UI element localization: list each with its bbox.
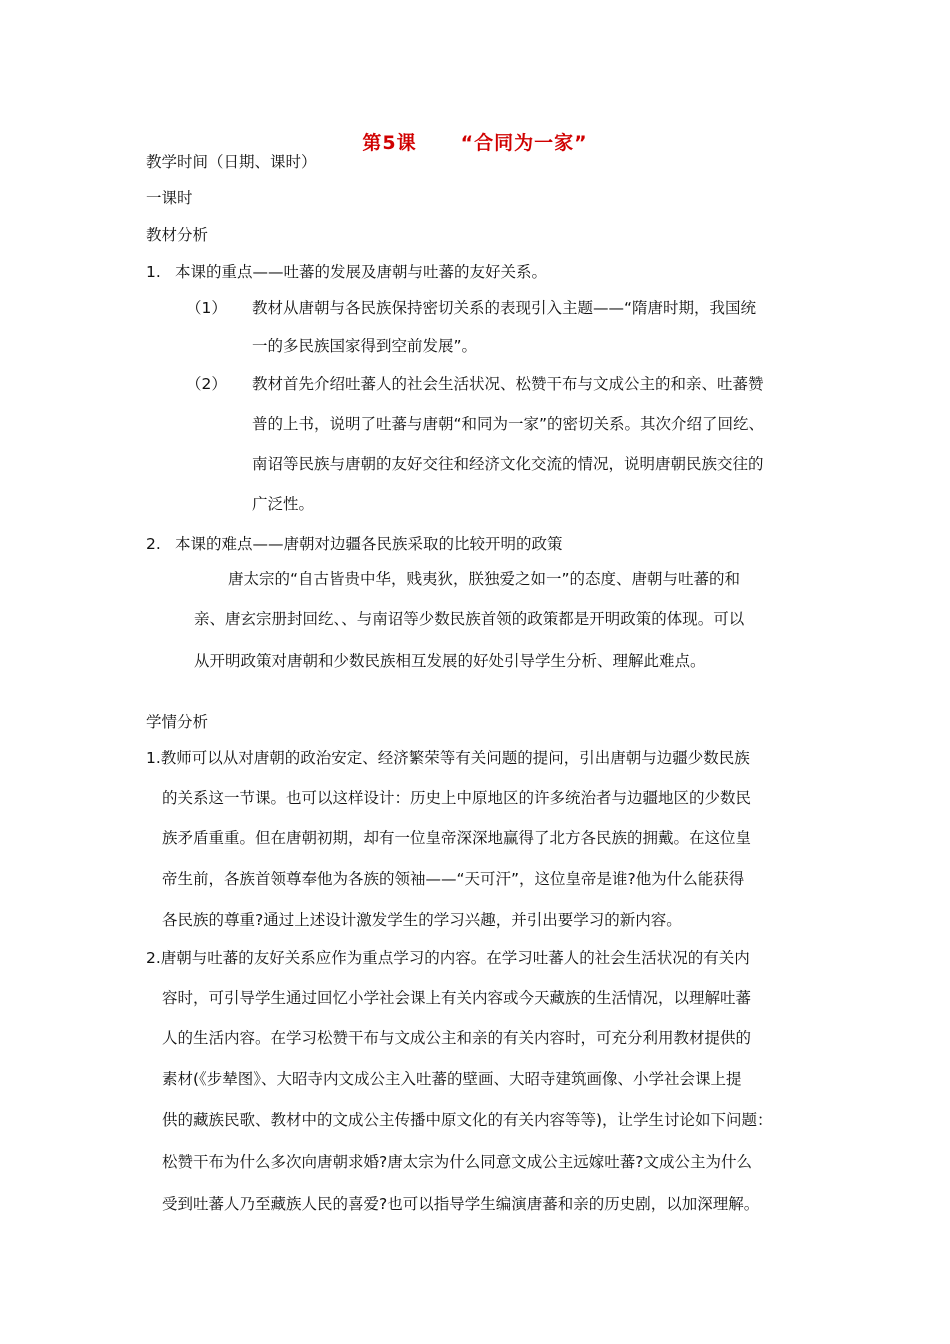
student2-line: 松赞干布为什么多次向唐朝求婚?唐太宗为什么同意文成公主远嫁吐蕃?文成公主为什么 [162, 1153, 752, 1171]
student2-line: 2.唐朝与吐蕃的友好关系应作为重点学习的内容。在学习吐蕃人的社会生活状况的有关内 [146, 949, 750, 967]
student-heading: 学情分析 [146, 713, 209, 731]
student1-line: 族矛盾重重。但在唐朝初期，却有一位皇帝深深地赢得了北方各民族的拥戴。在这位皇 [162, 829, 752, 847]
lesson-number: 第5课 [362, 132, 417, 154]
point2-line: 唐太宗的“自古皆贵中华，贱夷狄，朕独爱之如一”的态度、唐朝与吐蕃的和 [228, 570, 741, 588]
point1-sub2-line: 教材首先介绍吐蕃人的社会生活状况、松赞干布与文成公主的和亲、吐蕃赞 [252, 375, 764, 393]
lesson-name: “合同为一家” [460, 132, 588, 154]
student2-line: 供的藏族民歌、教材中的文成公主传播中原文化的有关内容等等)，让学生讨论如下问题： [162, 1111, 773, 1129]
point1-sub1-line: 教材从唐朝与各民族保持密切关系的表现引入主题——“隋唐时期，我国统 [252, 299, 757, 317]
student1-line: 的关系这一节课。也可以这样设计：历史上中原地区的许多统治者与边疆地区的少数民 [162, 789, 752, 807]
student1-line: 1.教师可以从对唐朝的政治安定、经济繁荣等有关问题的提问，引出唐朝与边疆少数民族 [146, 749, 750, 767]
point1-sub2-line: 南诏等民族与唐朝的友好交往和经济文化交流的情况，说明唐朝民族交往的 [252, 455, 764, 473]
student2-line: 人的生活内容。在学习松赞干布与文成公主和亲的有关内容时，可充分利用教材提供的 [162, 1029, 752, 1047]
material-heading: 教材分析 [146, 226, 209, 244]
point1-sub1-line: 一的多民族国家得到空前发展”。 [252, 337, 478, 355]
point2-number: 2. [146, 535, 161, 553]
student2-line: 容时，可引导学生通过回忆小学社会课上有关内容或今天藏族的生活情况，以理解吐蕃 [162, 989, 752, 1007]
point1-sub2-number: （2） [186, 375, 227, 393]
point1-text: 本课的重点——吐蕃的发展及唐朝与吐蕃的友好关系。 [175, 263, 548, 281]
student2-line: 素材(《步辇图》、大昭寺内文成公主入吐蕃的壁画、大昭寺建筑画像、小学社会课上提 [162, 1070, 742, 1088]
point1-sub2-line: 普的上书，说明了吐蕃与唐朝“和同为一家”的密切关系。其次介绍了回纥、 [252, 415, 765, 433]
point1-number: 1. [146, 263, 161, 281]
teaching-time-value: 一课时 [146, 189, 193, 207]
point2-text: 本课的难点——唐朝对边疆各民族采取的比较开明的政策 [175, 535, 563, 553]
student1-line: 各民族的尊重?通过上述设计激发学生的学习兴趣，并引出要学习的新内容。 [162, 911, 682, 929]
student1-line: 帝生前，各族首领尊奉他为各族的领袖——“天可汗”，这位皇帝是谁?他为什么能获得 [162, 870, 745, 888]
point2-line: 亲、唐玄宗册封回纥、、与南诏等少数民族首领的政策都是开明政策的体现。可以 [194, 610, 745, 628]
student2-line: 受到吐蕃人乃至藏族人民的喜爱?也可以指导学生编演唐蕃和亲的历史剧，以加深理解。 [162, 1195, 760, 1213]
point1-sub2-line: 广泛性。 [252, 495, 315, 513]
point1-sub1-number: （1） [186, 299, 227, 317]
point2-line: 从开明政策对唐朝和少数民族相互发展的好处引导学生分析、理解此难点。 [194, 652, 706, 670]
lesson-title [0, 128, 950, 155]
teaching-time-label: 教学时间（日期、课时） [146, 153, 317, 171]
